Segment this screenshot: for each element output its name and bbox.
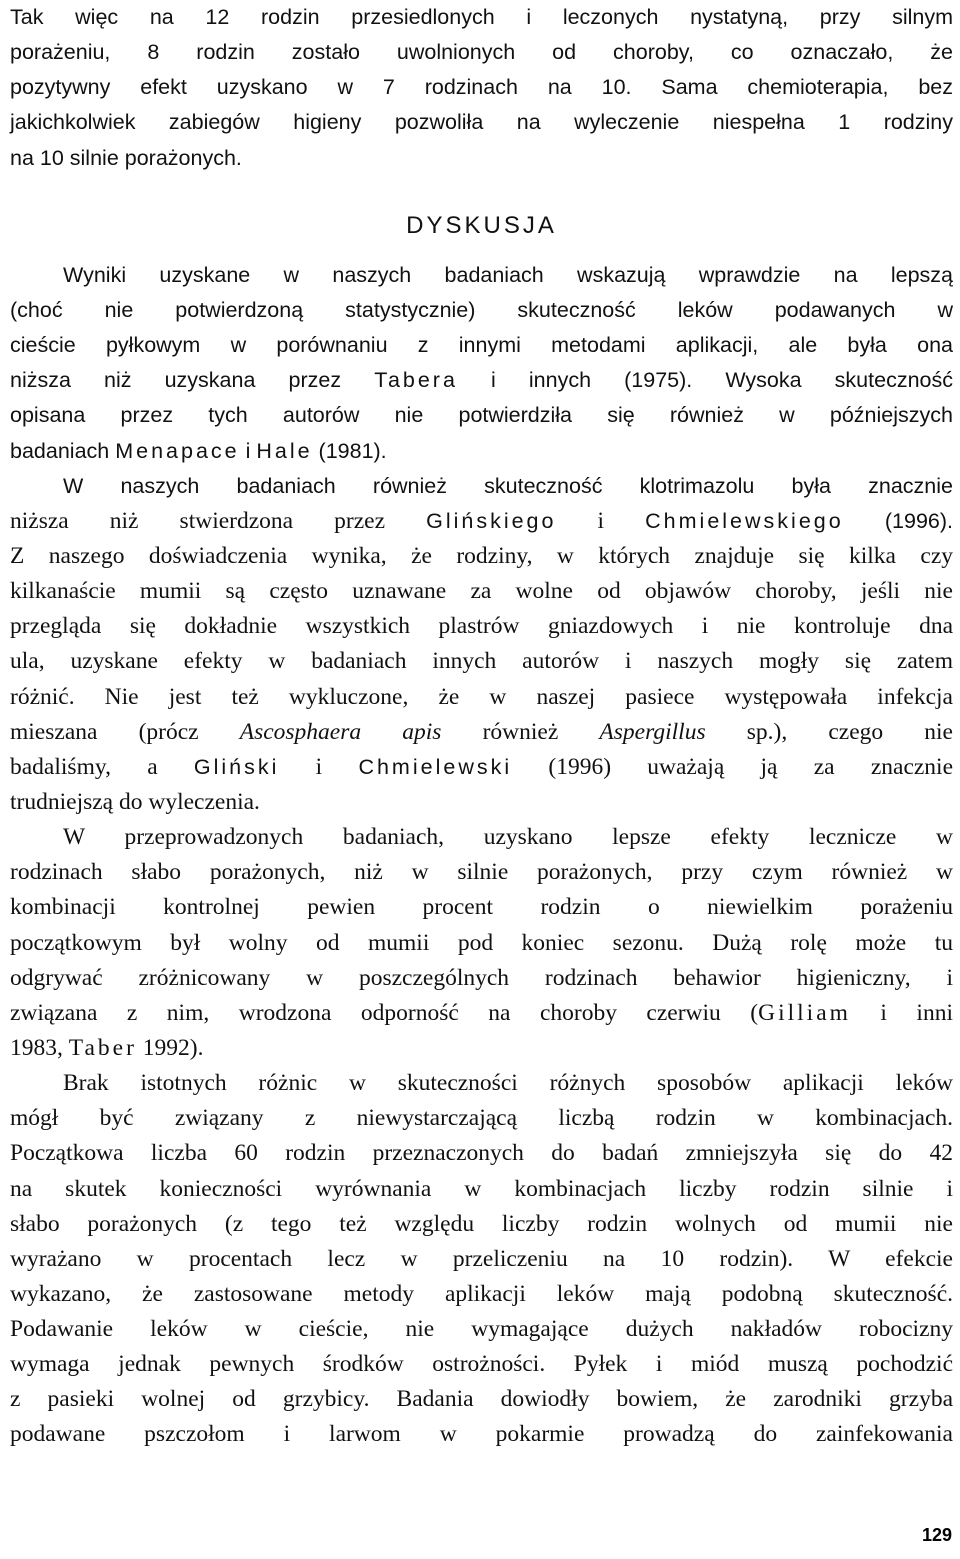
text-line: wymaga jednak pewnych środków ostrożności. Pyłek i miód muszą pochodzić xyxy=(10,1351,953,1378)
text-run: i xyxy=(279,753,359,780)
text-line: podawane pszczołom i larwom w pokarmie prowadzą do zainfekowania xyxy=(10,1421,953,1448)
text-line xyxy=(10,363,953,398)
text-line: przegląda się dokładnie wszystkich plastrów gniazdowych i nie kontroluje dna xyxy=(10,613,953,640)
section-heading: DYSKUSJA xyxy=(406,211,557,239)
author-name: Chmielewski xyxy=(358,754,513,779)
author-name: Glińskiego xyxy=(426,508,557,533)
text-run: niższa niż stwierdzona przez xyxy=(10,507,427,534)
page-number: 129 xyxy=(921,1525,952,1545)
text-run: mieszana (prócz xyxy=(10,718,240,745)
text-line xyxy=(10,996,953,1031)
text-line: trudniejszą do wyleczenia. xyxy=(10,788,260,815)
text-run: 1992). xyxy=(136,1034,204,1061)
text-line: słabo porażonych (z tego też względu liczby rodzin wolnych od mumii nie xyxy=(10,1210,953,1237)
author-name: Menapace xyxy=(115,438,240,463)
text-line: na skutek konieczności wyrównania w kombinacjach liczby rodzin silnie i xyxy=(10,1175,953,1202)
author-name: Hale xyxy=(256,438,313,463)
text-line xyxy=(10,750,953,785)
text-line xyxy=(10,1031,953,1066)
author-name: Gilliam xyxy=(758,999,851,1026)
text-line: Wyniki uzyskane w naszych badaniach wskazują wprawdzie na lepszą xyxy=(63,262,953,287)
text-run: badaniach xyxy=(10,438,116,463)
paragraph-4 xyxy=(10,1066,953,1453)
page-body xyxy=(10,0,953,1453)
text-line: W przeprowadzonych badaniach, uzyskano lepsze efekty lecznicze w xyxy=(63,824,953,851)
text-line: opisana przez tych autorów nie potwierdziła się również w późniejszych xyxy=(10,403,953,428)
text-run: i inni xyxy=(850,999,953,1026)
paragraph-2 xyxy=(10,469,953,820)
text-line xyxy=(10,504,953,539)
text-line: wykazano, że zastosowane metody aplikacji leków mają podobną skuteczność. xyxy=(10,1280,953,1307)
text-line: rodzinach słabo porażonych, niż w silnie porażonych, przy czym również w xyxy=(10,859,953,886)
text-line: pozytywny efekt uzyskano w 7 rodzinach na 10. Sama chemioterapia, bez xyxy=(10,75,953,100)
text-run: również xyxy=(441,718,600,745)
intro-paragraph xyxy=(10,0,953,176)
text-run: sp.), czego nie xyxy=(705,718,953,745)
text-run: i xyxy=(239,438,257,463)
text-line: kombinacji kontrolnej pewien procent rodzin o niewielkim porażeniu xyxy=(10,894,953,921)
text-run: i innych (1975). Wysoka skuteczność xyxy=(457,368,953,393)
text-run: (1996) uważają ją za znacznie xyxy=(512,753,954,780)
text-line xyxy=(10,434,953,469)
text-line: początkowym był wolny od mumii pod koniec sezonu. Dużą rolę może tu xyxy=(10,929,953,956)
text-line: ula, uzyskane efekty w badaniach innych autorów i naszych mogły się zatem xyxy=(10,648,953,675)
text-line: jakichkolwiek zabiegów higieny pozwoliła na wyleczenie niespełna 1 rodziny xyxy=(10,110,953,135)
text-line: Z naszego doświadczenia wynika, że rodziny, w których znajduje się kilka czy xyxy=(10,542,953,569)
author-name: Chmielewskiego xyxy=(645,508,844,533)
text-line: cieście pyłkowym w porównaniu z innymi metodami aplikacji, ale była ona xyxy=(10,333,953,358)
text-line: z pasieki wolnej od grzybicy. Badania dowiodły bowiem, że zarodniki grzyba xyxy=(10,1386,953,1413)
text-line: kilkanaście mumii są często uznawane za wolne od objawów choroby, jeśli nie xyxy=(10,578,953,605)
author-name: Gliński xyxy=(193,754,280,779)
text-line: Brak istotnych różnic w skuteczności różnych sposobów aplikacji leków xyxy=(63,1070,953,1097)
author-name: Taber xyxy=(68,1034,137,1061)
author-name: Tabera xyxy=(374,368,458,393)
text-line: mógł być związany z niewystarczającą liczbą rodzin w kombinacjach. xyxy=(10,1105,953,1132)
text-run: związana z nim, wrodzona odporność na choroby czerwiu ( xyxy=(10,999,759,1026)
text-line: W naszych badaniach również skuteczność klotrimazolu była znacznie xyxy=(63,473,953,498)
text-run: (1981). xyxy=(312,438,387,463)
species-name: Ascosphaera apis xyxy=(239,718,442,745)
text-line: Początkowa liczba 60 rodzin przeznaczonych do badań zmniejszyła się do 42 xyxy=(10,1140,953,1167)
text-line xyxy=(10,715,953,750)
text-run: niższa niż uzyskana przez xyxy=(10,368,375,393)
text-run: 1983, xyxy=(10,1034,69,1061)
text-line: Tak więc na 12 rodzin przesiedlonych i leczonych nystatyną, przy silnym xyxy=(10,5,953,29)
text-line: Podawanie leków w cieście, nie wymagające dużych nakładów robocizny xyxy=(10,1316,953,1343)
text-run: i xyxy=(556,507,646,534)
text-run: badaliśmy, a xyxy=(10,753,194,780)
text-line: (choć nie potwierdzoną statystycznie) skuteczność leków podawanych w xyxy=(10,297,953,322)
species-name: Aspergillus xyxy=(599,718,706,745)
text-line: odgrywać zróżnicowany w poszczególnych rodzinach behawior higieniczny, i xyxy=(10,964,953,991)
paragraph-3 xyxy=(10,820,953,1066)
paragraph-1 xyxy=(10,258,953,469)
text-line: różnić. Nie jest też wykluczone, że w naszej pasiece występowała infekcja xyxy=(10,683,953,710)
text-run: (1996). xyxy=(843,508,953,533)
text-line: porażeniu, 8 rodzin zostało uwolnionych od choroby, co oznaczało, że xyxy=(10,40,953,65)
text-line: wyrażano w procentach lecz w przeliczeniu na 10 rodzin). W efekcie xyxy=(10,1245,953,1272)
text-line: na 10 silnie porażonych. xyxy=(10,145,242,170)
